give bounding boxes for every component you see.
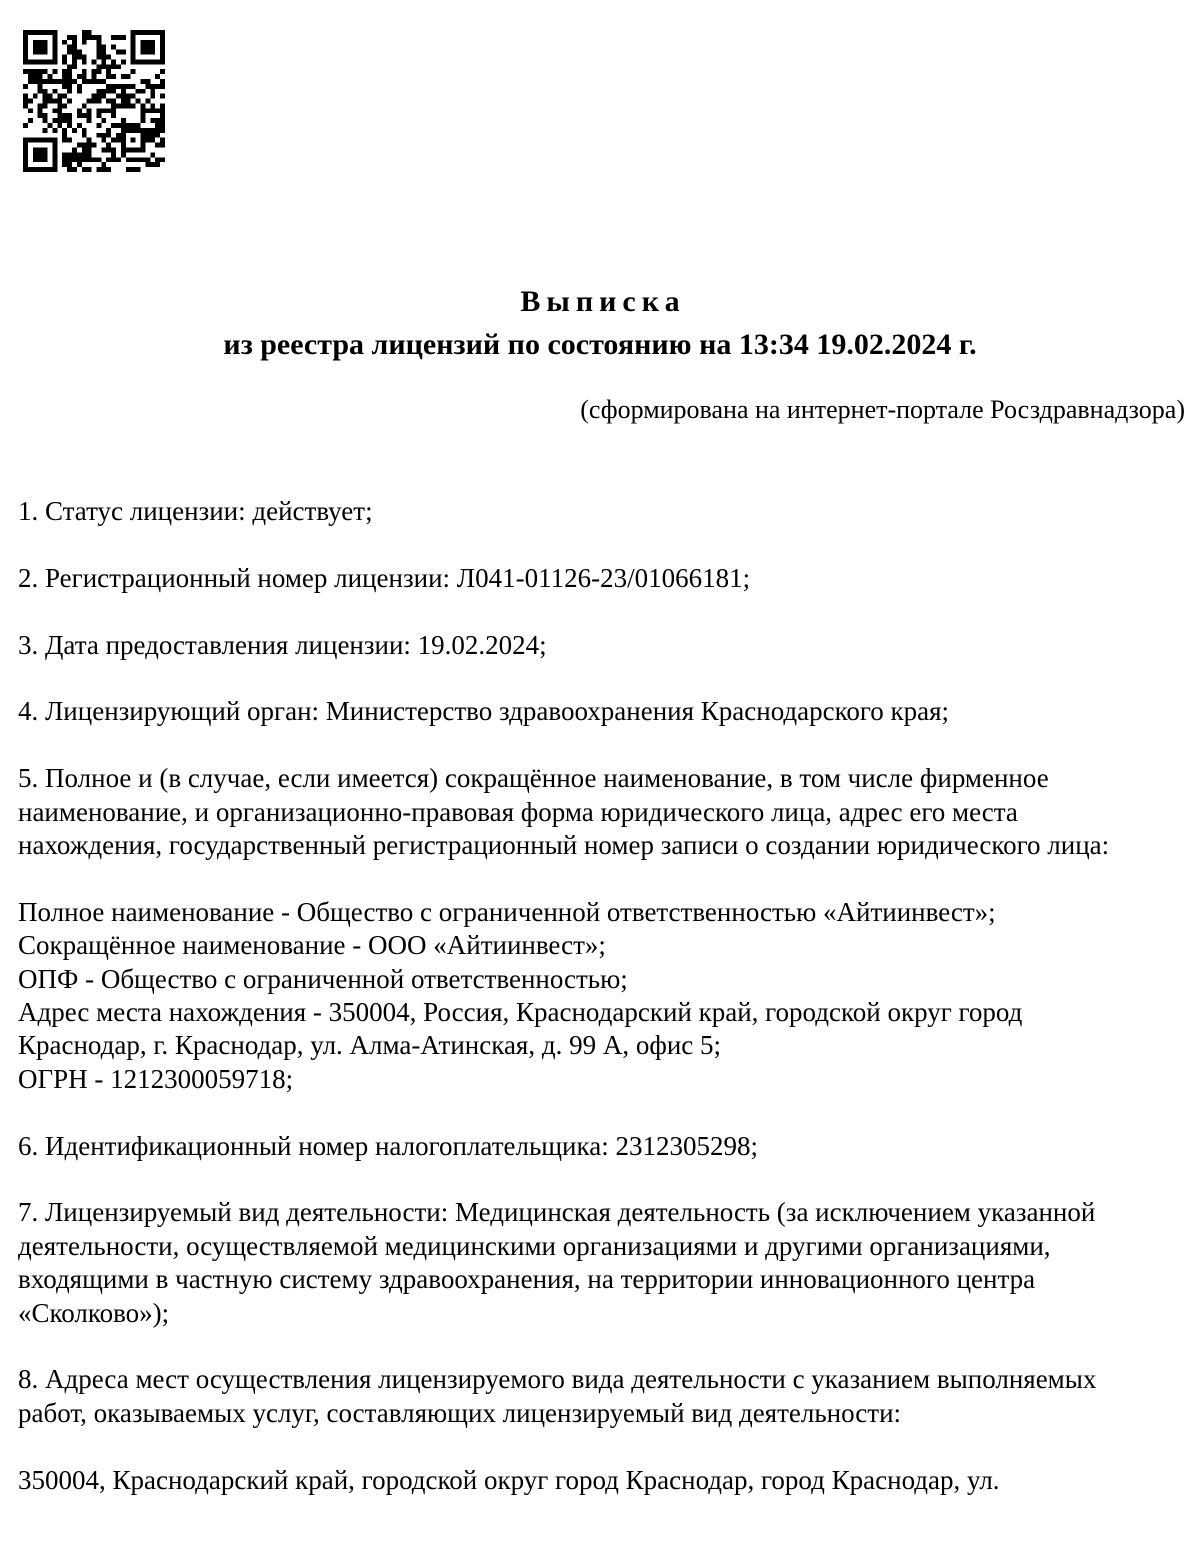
text-line: 8. Адреса мест осуществления лицензируемого вида деятельности с указанием выполняемых [18,1364,1097,1395]
text-line: 3. Дата предоставления лицензии: 19.02.2024; [18,629,547,660]
paragraph-4 [18,695,1188,728]
text-line: входящими в частную систему здравоохранения, на территории инновационного центра [18,1264,1036,1295]
title-line-1: Выписка [520,285,686,318]
paragraph-2 [18,562,1188,595]
paragraph-3 [18,629,1188,662]
text-line: 7. Лицензируемый вид деятельности: Медицинская деятельность (за исключением указанной [18,1197,1096,1228]
text-line: ОГРН - 1212300059718; [18,1063,294,1094]
text-line: Краснодар, г. Краснодар, ул. Алма-Атинская, д. 99 А, офис 5; [18,1030,722,1061]
text-line: 350004, Краснодарский край, городской округ город Краснодар, город Краснодар, ул. [18,1464,1000,1495]
paragraph-8 [18,1196,1188,1330]
text-line: 4. Лицензирующий орган: Министерство здравоохранения Краснодарского края; [18,696,950,727]
document-body [18,495,1188,1530]
text-line: нахождения, государственный регистрационный номер записи о создании юридического лица: [18,830,1110,860]
text-line: 1. Статус лицензии: действует; [18,496,373,526]
qr-code-icon [23,30,165,172]
paragraph-1 [18,495,1188,528]
paragraph-7 [18,1130,1188,1163]
text-line: 6. Идентификационный номер налогоплательщика: 2312305298; [18,1130,758,1161]
text-line: 5. Полное и (в случае, если имеется) сокращённое наименование, в том числе фирменное [18,763,1049,794]
text-line: работ, оказываемых услуг, составляющих лицензируемый вид деятельности: [18,1397,902,1428]
paragraph-6 [18,896,1188,1096]
paragraph-5 [18,762,1188,862]
paragraph-10 [18,1464,1188,1497]
document-title [0,280,1200,366]
text-line: Полное наименование - Общество с ограниченной ответственностью «Айтиинвест»; [18,896,996,927]
text-line: Сокращённое наименование - ООО «Айтиинвест»; [18,930,606,961]
text-line: наименование, и организационно-правовая форма юридического лица, адрес его места [18,796,1018,827]
text-line: ОПФ - Общество с ограниченной ответственностью; [18,963,628,994]
text-line: «Сколково»); [18,1297,170,1328]
text-line: 2. Регистрационный номер лицензии: Л041-01126-23/01066181; [18,562,751,593]
text-line: Адрес места нахождения - 350004, Россия, Краснодарский край, городской округ город [18,997,1023,1028]
title-line-2: из реестра лицензий по состоянию на 13:34 19.02.2024 г. [223,328,977,361]
document-subtitle: (сформирована на интернет-портале Росздравнадзора) [580,395,1185,424]
paragraph-9 [18,1363,1188,1430]
text-line: деятельности, осуществляемой медицинскими организациями и другими организациями, [18,1230,1051,1261]
